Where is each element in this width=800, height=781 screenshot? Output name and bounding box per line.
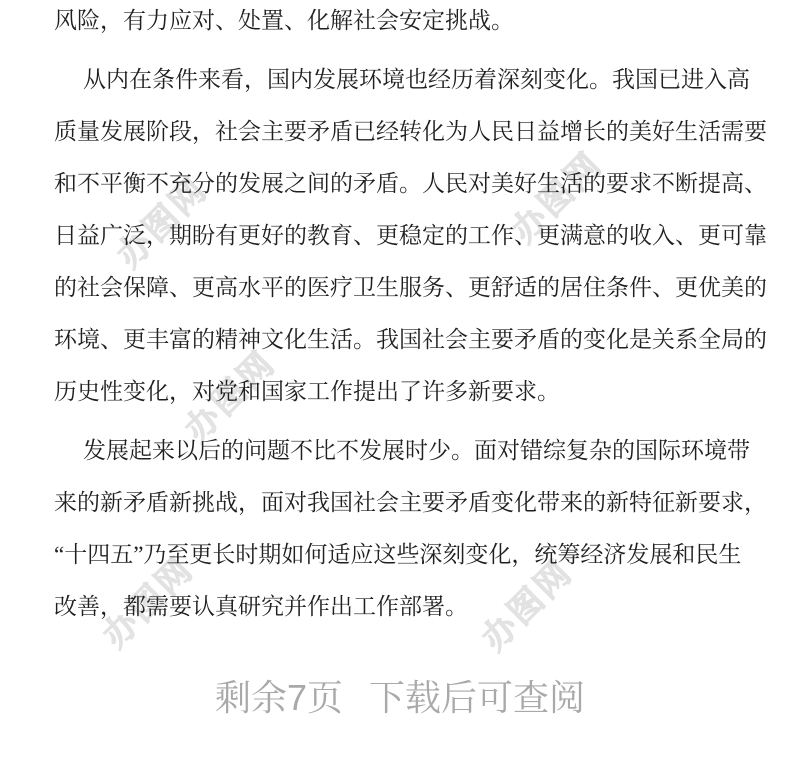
paragraph	[54, 0, 746, 47]
watermark-text: 办图网	[177, 343, 284, 450]
paragraph	[54, 54, 767, 418]
text-line: 改善，都需要认真研究并作出工作部署。	[54, 594, 468, 619]
watermark-text: 办图网	[474, 552, 581, 659]
text-line: 从内在条件来看，国内发展环境也经历着深刻变化。我国已进入高	[83, 67, 750, 92]
remaining-pages-label: 剩余7页	[214, 677, 343, 718]
paragraph	[54, 425, 767, 633]
text-line: “十四五”乃至更长时期如何适应这些深刻变化，统筹经济发展和民生	[54, 542, 742, 567]
watermark-text: 办图网	[109, 169, 216, 276]
text-line: 来的新矛盾新挑战，面对我国社会主要矛盾变化带来的新特征新要求，	[54, 490, 767, 515]
text-line: 历史性变化，对党和国家工作提出了许多新要求。	[54, 379, 560, 404]
text-line: 日益广泛，期盼有更好的教育、更稳定的工作、更满意的收入、更可靠	[54, 223, 767, 248]
text-line: 的社会保障、更高水平的医疗卫生服务、更舒适的居住条件、更优美的	[54, 275, 767, 300]
text-line: 和不平衡不充分的发展之间的矛盾。人民对美好生活的要求不断提高、	[54, 171, 767, 196]
watermark-text: 办图网	[95, 549, 202, 656]
text-line: 发展起来以后的问题不比不发展时少。面对错综复杂的国际环境带	[83, 438, 750, 463]
document-body	[54, 0, 767, 640]
watermark-text: 办图网	[504, 144, 611, 251]
preview-footer	[0, 678, 800, 718]
download-hint-label: 下载后可查阅	[369, 677, 586, 718]
text-line: 环境、更丰富的精神文化生活。我国社会主要矛盾的变化是关系全局的	[54, 327, 767, 352]
text-line: 质量发展阶段，社会主要矛盾已经转化为人民日益增长的美好生活需要	[54, 119, 767, 144]
text-line: 风险，有力应对、处置、化解社会安定挑战。	[54, 8, 514, 33]
